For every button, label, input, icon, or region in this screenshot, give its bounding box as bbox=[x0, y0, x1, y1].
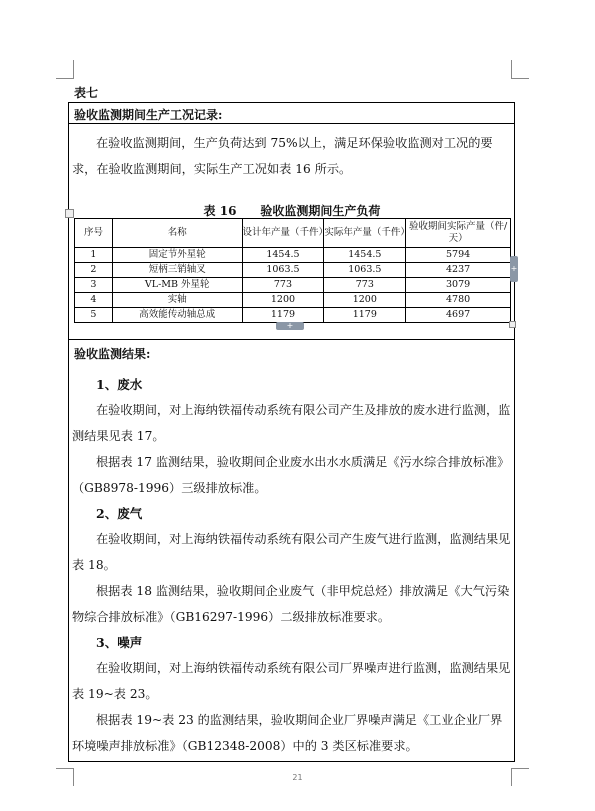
table-header-cell: 设计年产量（千件） bbox=[242, 219, 324, 248]
crop-mark-top-left-v bbox=[73, 60, 74, 78]
table-cell: 2 bbox=[75, 263, 113, 278]
crop-mark-top-right-v bbox=[511, 60, 512, 78]
section-title-production: 验收监测期间生产工况记录: bbox=[74, 108, 223, 122]
section-title-results: 验收监测结果: bbox=[74, 347, 151, 361]
plus-icon: + bbox=[510, 264, 518, 273]
table-cell: 4 bbox=[75, 293, 113, 308]
table-cell: 3079 bbox=[406, 278, 511, 293]
table-cell: 773 bbox=[324, 278, 406, 293]
table-cell: 1454.5 bbox=[242, 248, 324, 263]
table-cell: 1063.5 bbox=[324, 263, 406, 278]
add-column-button[interactable] bbox=[510, 256, 518, 282]
table-cell: 高效能传动轴总成 bbox=[112, 308, 242, 323]
exhaust-paragraph-1-text: 在验收期间，对上海纳铁福传动系统有限公司产生废气进行监测，监测结果见表 18。 bbox=[72, 532, 511, 572]
table-cell: 1063.5 bbox=[242, 263, 324, 278]
frame-divider-middle bbox=[68, 339, 515, 340]
table-resize-handle[interactable] bbox=[509, 321, 516, 328]
table-header-cell: 序号 bbox=[75, 219, 113, 248]
table-label: 表七 bbox=[74, 86, 99, 100]
noise-paragraph-2 bbox=[72, 707, 512, 759]
subheading-wastewater: 1、废水 bbox=[96, 377, 143, 392]
table-cell: 4697 bbox=[406, 308, 511, 323]
table-row bbox=[75, 293, 511, 308]
table-cell: VL-MB 外星轮 bbox=[112, 278, 242, 293]
crop-mark-top-left-h bbox=[56, 78, 74, 79]
table-cell: 1179 bbox=[324, 308, 406, 323]
crop-mark-top-right-h bbox=[511, 78, 529, 79]
noise-paragraph-1-text: 在验收期间，对上海纳铁福传动系统有限公司厂界噪声进行监测，监测结果见表 19~表 23。 bbox=[72, 661, 511, 701]
table-header-cell: 名称 bbox=[112, 219, 242, 248]
table-cell: 3 bbox=[75, 278, 113, 293]
table-header-cell: 验收期间实际产量（件/天） bbox=[406, 219, 511, 248]
wastewater-paragraph-2-text: 根据表 17 监测结果，验收期间企业废水出水水质满足《污水综合排放标准》（GB8978-1996）三级排放标准。 bbox=[72, 455, 510, 495]
table-cell: 5 bbox=[75, 308, 113, 323]
production-paragraph bbox=[72, 130, 512, 182]
production-load-table bbox=[74, 218, 511, 323]
noise-paragraph-2-text: 根据表 19~表 23 的监测结果，验收期间企业厂界噪声满足《工业企业厂界环境噪声排放标准》（GB12348-2008）中的 3 类区标准要求。 bbox=[72, 713, 503, 753]
exhaust-paragraph-2 bbox=[72, 578, 512, 630]
subheading-exhaust-gas: 2、废气 bbox=[96, 506, 143, 521]
table-caption: 表 16 验收监测期间生产负荷 bbox=[203, 204, 381, 218]
wastewater-paragraph-2 bbox=[72, 449, 512, 501]
table-cell: 1454.5 bbox=[324, 248, 406, 263]
table-cell: 5794 bbox=[406, 248, 511, 263]
table-cell: 实轴 bbox=[112, 293, 242, 308]
plus-icon: + bbox=[286, 321, 294, 330]
table-cell: 固定节外星轮 bbox=[112, 248, 242, 263]
table-cell: 短柄三销轴叉 bbox=[112, 263, 242, 278]
table-row bbox=[75, 263, 511, 278]
table-header-cell: 实际年产量（千件） bbox=[324, 219, 406, 248]
table-header-row bbox=[75, 219, 511, 248]
table-cell: 1 bbox=[75, 248, 113, 263]
frame-divider-top bbox=[68, 123, 515, 124]
table-cell: 1200 bbox=[324, 293, 406, 308]
add-row-button[interactable] bbox=[276, 322, 304, 330]
production-paragraph-text: 在验收监测期间，生产负荷达到 75%以上，满足环保验收监测对工况的要求，在验收监测期间，实际生产工况如表 16 所示。 bbox=[72, 136, 493, 176]
table-cell: 773 bbox=[242, 278, 324, 293]
wastewater-paragraph-1-text: 在验收期间，对上海纳铁福传动系统有限公司产生及排放的废水进行监测，监测结果见表 17。 bbox=[72, 403, 511, 443]
exhaust-paragraph-2-text: 根据表 18 监测结果，验收期间企业废气（非甲烷总烃）排放满足《大气污染物综合排放标准》（GB16297-1996）二级排放标准要求。 bbox=[72, 584, 510, 624]
subheading-noise: 3、噪声 bbox=[96, 635, 143, 650]
page-number: 21 bbox=[292, 773, 303, 782]
noise-paragraph-1 bbox=[72, 655, 512, 707]
table-row bbox=[75, 248, 511, 263]
table-cell: 1200 bbox=[242, 293, 324, 308]
wastewater-paragraph-1 bbox=[72, 397, 512, 449]
crop-mark-bottom-right-h bbox=[511, 768, 529, 769]
table-cell: 1179 bbox=[242, 308, 324, 323]
table-cell: 4237 bbox=[406, 263, 511, 278]
table-cell: 4780 bbox=[406, 293, 511, 308]
exhaust-paragraph-1 bbox=[72, 526, 512, 578]
crop-mark-bottom-left-h bbox=[56, 768, 74, 769]
table-row bbox=[75, 278, 511, 293]
